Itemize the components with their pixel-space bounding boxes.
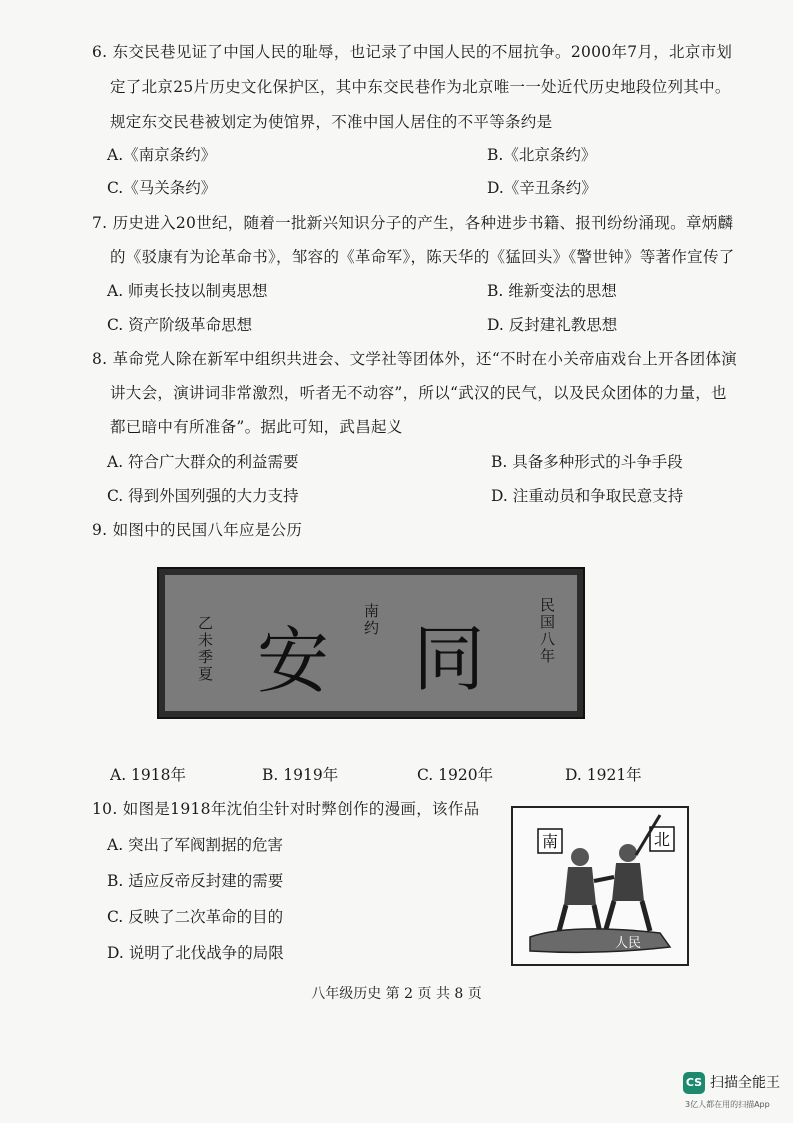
q8-option-c: C. 得到外国列强的大力支持 [107, 487, 299, 505]
q9-option-a: A. 1918年 [110, 766, 186, 784]
q7-line2: 的《驳康有为论革命书》，邹容的《革命军》，陈天华的《猛回头》《警世钟》等著作宣传了 [110, 248, 735, 266]
q10-option-c: C. 反映了二次革命的目的 [107, 908, 284, 926]
page-footer: 八年级历史 第 2 页 共 8 页 [311, 986, 482, 1002]
q10-option-b: B. 适应反帝反封建的需要 [107, 872, 284, 890]
camscanner-title: 扫描全能王 [710, 1075, 780, 1091]
q9-stem: 9. 如图中的民国八年应是公历 [92, 521, 303, 539]
q6-line3: 规定东交民巷被划定为使馆界，不准中国人居住的不平等条约是 [110, 113, 553, 131]
q7-option-b: B. 维新变法的思想 [487, 282, 617, 300]
q8-line2: 讲大会，演讲词非常激烈，听者无不动容”，所以“武汉的民气，以及民众团体的力量，也 [110, 384, 727, 402]
q6-option-d: D.《辛丑条约》 [487, 179, 597, 197]
plaque-top-inscription: 南约 [362, 603, 380, 637]
left-soldier-body [564, 867, 596, 905]
plaque-surface [165, 575, 577, 711]
q6-option-c: C.《马关条约》 [107, 179, 217, 197]
south-sign-text: 南 [541, 832, 559, 851]
q6-option-a: A.《南京条约》 [107, 146, 217, 164]
north-sign-text: 北 [653, 830, 671, 849]
q6-line2: 定了北京25片历史文化保护区，其中东交民巷作为北京唯一一处近代历史地段位列其中。 [110, 78, 731, 96]
plaque-photo [157, 567, 585, 719]
q8-option-a: A. 符合广大群众的利益需要 [107, 453, 299, 471]
q10-stem: 10. 如图是1918年沈伯尘针对时弊创作的漫画，该作品 [92, 800, 480, 818]
camscanner-logo-icon: CS [683, 1072, 705, 1094]
left-soldier-head [571, 848, 589, 866]
q7-option-d: D. 反封建礼教思想 [487, 316, 618, 334]
q8-line3: 都已暗中有所准备”。据此可知，武昌起义 [110, 418, 403, 436]
camscanner-subtitle: 3亿人都在用的扫描App [685, 1100, 770, 1109]
q7-line1: 7. 历史进入20世纪，随着一批新兴知识分子的产生，各种进步书籍、报刊纷纷涌现。章炳麟 [92, 214, 734, 232]
q10-option-a: A. 突出了军阀割据的危害 [107, 836, 284, 854]
plaque-big-char-right: 同 [413, 617, 486, 701]
q7-option-c: C. 资产阶级革命思想 [107, 316, 253, 334]
q9-option-c: C. 1920年 [417, 766, 494, 784]
cartoon-illustration [510, 805, 690, 967]
q6-option-b: B.《北京条约》 [487, 146, 597, 164]
people-figure [530, 929, 670, 953]
q8-option-d: D. 注重动员和争取民意支持 [491, 487, 684, 505]
q10-option-d: D. 说明了北伐战争的局限 [107, 944, 284, 962]
q6-line1: 6. 东交民巷见证了中国人民的耻辱，也记录了中国人民的不屈抗争。2000年7月，北京市划 [92, 43, 733, 61]
q9-option-d: D. 1921年 [565, 766, 642, 784]
plaque-right-inscription: 民国八年 [538, 597, 556, 665]
plaque-big-char-left: 安 [257, 619, 330, 703]
right-soldier-body [612, 863, 644, 901]
right-soldier-head [619, 844, 637, 862]
people-label: 人民 [614, 936, 642, 951]
q8-line1: 8. 革命党人除在新军中组织共进会、文学社等团体外，还“不时在小关帝庙戏台上开各团体演 [92, 350, 738, 368]
q7-option-a: A. 师夷长技以制夷思想 [107, 282, 268, 300]
plaque-left-inscription: 乙未季夏 [196, 615, 214, 683]
q8-option-b: B. 具备多种形式的斗争手段 [491, 453, 683, 471]
q9-option-b: B. 1919年 [262, 766, 339, 784]
